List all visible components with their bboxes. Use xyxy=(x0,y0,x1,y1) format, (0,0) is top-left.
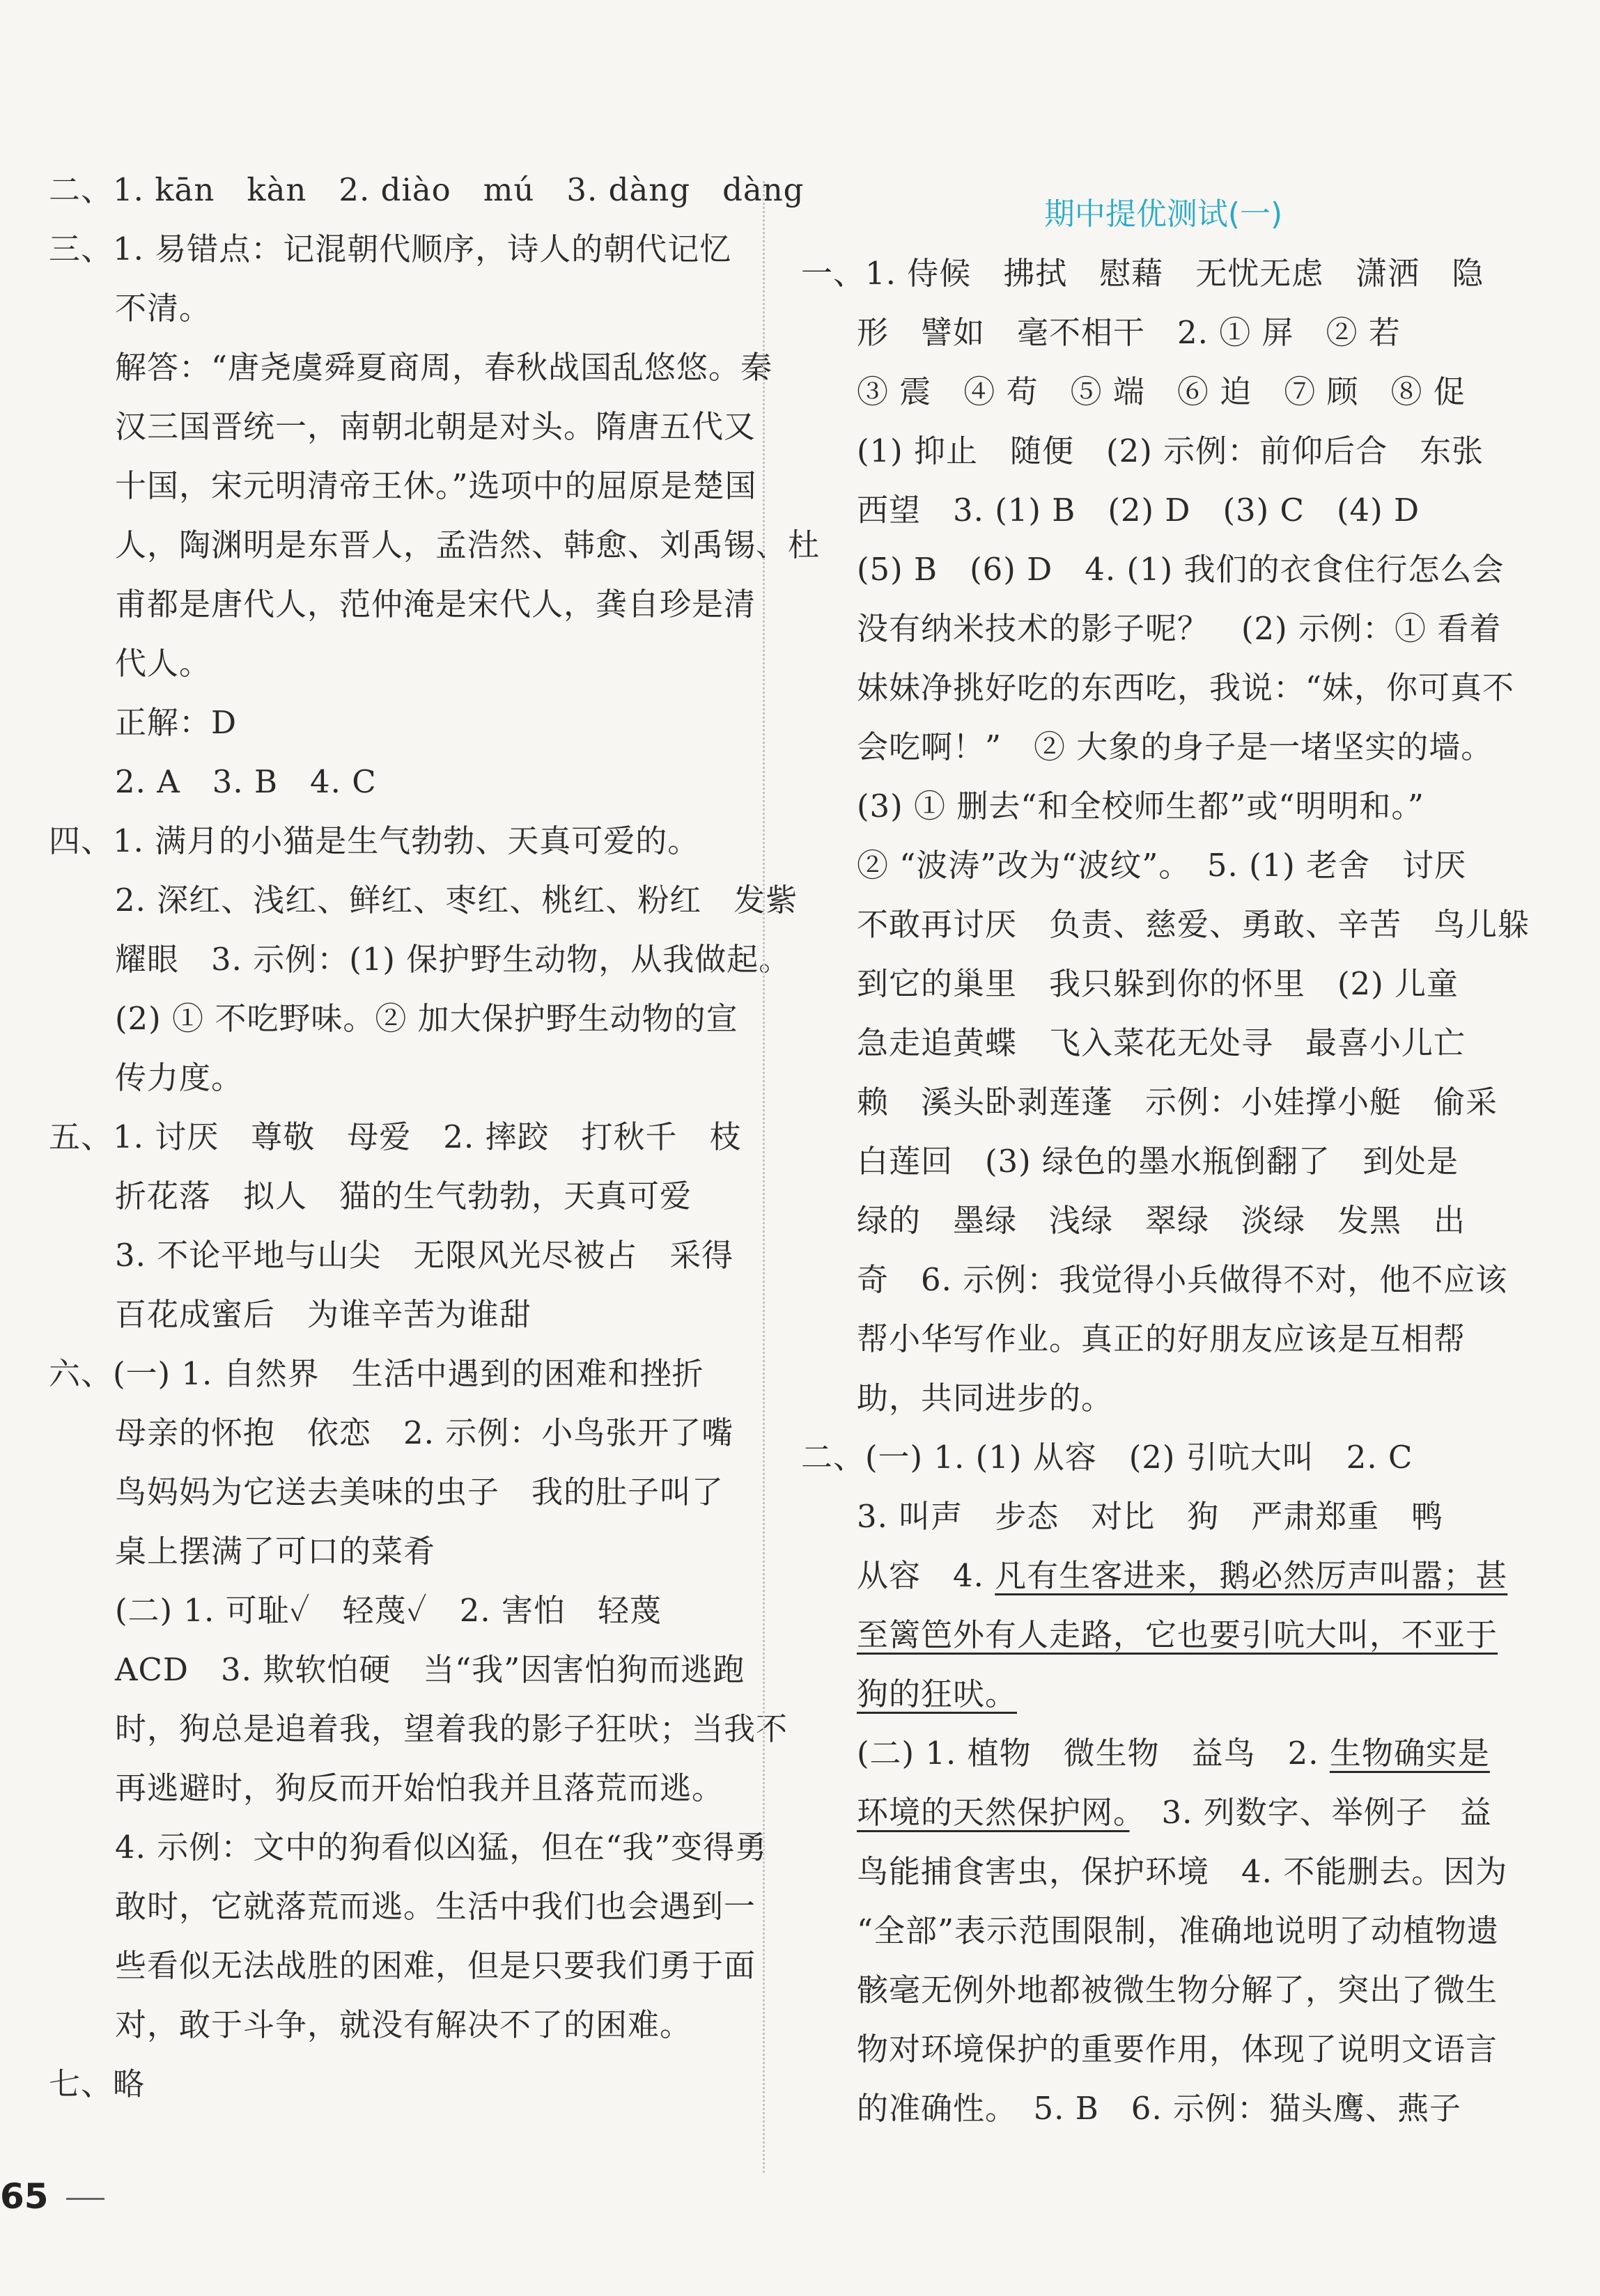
text-line: 不敢再讨厌 负责、慈爱、勇敢、辛苦 鸟儿躲 xyxy=(857,906,1530,943)
text-line: 奇 6. 示例：我觉得小兵做得不对，他不应该 xyxy=(857,1261,1508,1298)
text-line: ② “波涛”改为“波纹”。 5. (1) 老舍 讨厌 xyxy=(857,847,1467,884)
text-line: 2. 深红、浅红、鲜红、枣红、桃红、粉红 发紫 xyxy=(115,882,798,919)
text-line: 人，陶渊明是东晋人，孟浩然、韩愈、刘禹锡、杜 xyxy=(115,526,821,563)
text-line: (1) 抑止 随便 (2) 示例：前仰后合 东张 xyxy=(857,432,1484,469)
text-line: 正解：D xyxy=(115,704,238,741)
text-line: 3. 不论平地与山尖 无限风光尽被占 采得 xyxy=(115,1237,734,1274)
text-line: 些看似无法战胜的困难，但是只要我们勇于面 xyxy=(115,1947,756,1984)
text-line: (2) ① 不吃野味。② 加大保护野生动物的宣 xyxy=(115,1000,738,1037)
text-line: 代人。 xyxy=(115,645,212,682)
text-line: 3. 叫声 步态 对比 狗 严肃郑重 鸭 xyxy=(857,1498,1444,1535)
text-line: 二、(一) 1. (1) 从容 (2) 引吭大叫 2. C xyxy=(801,1439,1413,1476)
text-line xyxy=(801,1546,1508,1605)
underlined-answer: 至篱笆外有人走路，它也要引吭大叫，不亚于 xyxy=(857,1616,1498,1653)
text-line: 十国，宋元明清帝王休。”选项中的屈原是楚国 xyxy=(115,467,757,504)
underlined-answer: 环境的天然保护网。 xyxy=(857,1794,1130,1831)
text-line: 急走追黄蝶 飞入菜花无处寻 最喜小儿亡 xyxy=(857,1024,1466,1061)
footer-rule xyxy=(66,2198,104,2200)
text-line: 鸟能捕食害虫，保护环境 4. 不能删去。因为 xyxy=(857,1853,1508,1890)
text-line: ACD 3. 欺软怕硬 当“我”因害怕狗而逃跑 xyxy=(115,1651,745,1688)
text-line: 传力度。 xyxy=(115,1059,244,1096)
page-number: 65 xyxy=(0,2176,49,2217)
section-title: 期中提优测试(一) xyxy=(1043,196,1283,232)
right-column xyxy=(801,171,1530,2138)
text-line: 物对环境保护的重要作用，体现了说明文语言 xyxy=(857,2031,1498,2068)
text-line xyxy=(801,1783,1498,1842)
text-line: 帮小华写作业。真正的好朋友应该是互相帮 xyxy=(857,1320,1466,1357)
text-line: 会吃啊！” ② 大象的身子是一堵坚实的墙。 xyxy=(857,728,1493,765)
text-line: ③ 震 ④ 苟 ⑤ 端 ⑥ 迫 ⑦ 顾 ⑧ 促 xyxy=(857,373,1466,410)
text-line: 三、1. 易错点：记混朝代顺序，诗人的朝代记忆 xyxy=(49,231,732,267)
text-line: 鸟妈妈为它送去美味的虫子 我的肚子叫了 xyxy=(115,1474,724,1510)
underlined-answer: 凡有生客进来，鹅必然厉声叫嚣；甚 xyxy=(995,1557,1508,1594)
text-line: 四、1. 满月的小猫是生气勃勃、天真可爱的。 xyxy=(49,822,700,859)
text-line: (3) ① 删去“和全校师生都”或“明明和。” xyxy=(857,788,1424,825)
text-line: 敢时，它就落荒而逃。生活中我们也会遇到一 xyxy=(115,1888,756,1925)
text-line: 折花落 拟人 猫的生气勃勃，天真可爱 xyxy=(115,1178,692,1215)
text-line: 白莲回 (3) 绿色的墨水瓶倒翻了 到处是 xyxy=(857,1143,1459,1180)
text-line: 形 譬如 毫不相干 2. ① 屏 ② 若 xyxy=(857,314,1401,351)
text-line: 2. A 3. B 4. C xyxy=(115,763,377,800)
text-line: 汉三国晋统一，南朝北朝是对头。隋唐五代又 xyxy=(115,408,756,445)
page-footer xyxy=(0,2176,104,2217)
text-line: (5) B (6) D 4. (1) 我们的衣食住行怎么会 xyxy=(857,551,1505,588)
text-line: 再逃避时，狗反而开始怕我并且落荒而逃。 xyxy=(115,1770,724,1806)
underlined-answer: 生物确实是 xyxy=(1329,1735,1490,1772)
text-line: 一、1. 侍候 拂拭 慰藉 无忧无虑 潇洒 隐 xyxy=(801,255,1484,292)
text-line: 没有纳米技术的影子呢？ (2) 示例：① 看着 xyxy=(857,610,1502,647)
text-line: 桌上摆满了可口的菜肴 xyxy=(115,1533,436,1570)
text-line: (二) 1. 可耻✓ 轻蔑✓ 2. 害怕 轻蔑 xyxy=(115,1592,662,1629)
text-line: 解答：“唐尧虞舜夏商周，春秋战国乱悠悠。秦 xyxy=(115,349,773,386)
text-line: 妹妹净挑好吃的东西吃，我说：“妹，你可真不 xyxy=(857,669,1515,706)
text-line: 时，狗总是追着我，望着我的影子狂吠；当我不 xyxy=(115,1710,789,1747)
text-line: 耀眼 3. 示例：(1) 保护野生动物，从我做起。 xyxy=(115,941,791,978)
text-line: 骸毫无例外地都被微生物分解了，突出了微生 xyxy=(857,1971,1498,2008)
text-line xyxy=(801,1664,1498,1724)
text-line xyxy=(801,1724,1498,1783)
text-line: 六、(一) 1. 自然界 生活中遇到的困难和挫折 xyxy=(49,1355,704,1392)
text-line: 二、1. kān kàn 2. diào mú 3. dàng dàng xyxy=(49,171,805,208)
left-column xyxy=(49,160,821,2114)
text-line: 甫都是唐代人，范仲淹是宋代人，龚自珍是清 xyxy=(115,586,756,623)
text-segment: 从容 4. xyxy=(857,1557,995,1594)
text-line: 赖 溪头卧剥莲蓬 示例：小娃撑小艇 偷采 xyxy=(857,1084,1498,1120)
text-line: 母亲的怀抱 依恋 2. 示例：小鸟张开了嘴 xyxy=(115,1414,734,1451)
text-segment: (二) 1. 植物 微生物 益鸟 2. xyxy=(857,1735,1330,1772)
text-line: 的准确性。 5. B 6. 示例：猫头鹰、燕子 xyxy=(857,2090,1462,2127)
text-line: 七、略 xyxy=(49,2065,146,2102)
text-line: 绿的 墨绿 浅绿 翠绿 淡绿 发黑 出 xyxy=(857,1202,1466,1239)
column-divider xyxy=(763,181,765,2173)
underlined-answer: 狗的狂吠。 xyxy=(857,1676,1018,1712)
text-line: 到它的巢里 我只躲到你的怀里 (2) 儿童 xyxy=(857,965,1459,1002)
text-line: 4. 示例：文中的狗看似凶猛，但在“我”变得勇 xyxy=(115,1829,768,1866)
text-line: “全部”表示范围限制，准确地说明了动植物遗 xyxy=(857,1912,1500,1949)
text-line: 对，敢于斗争，就没有解决不了的困难。 xyxy=(115,2006,692,2043)
text-line: 五、1. 讨厌 尊敬 母爱 2. 摔跤 打秋千 枝 xyxy=(49,1118,742,1155)
text-line: 西望 3. (1) B (2) D (3) C (4) D xyxy=(857,492,1420,529)
text-segment: 3. 列数字、举例子 益 xyxy=(1129,1794,1492,1831)
text-line: 百花成蜜后 为谁辛苦为谁甜 xyxy=(115,1296,532,1333)
text-line: 助，共同进步的。 xyxy=(857,1380,1114,1416)
text-line: 不清。 xyxy=(115,290,212,327)
